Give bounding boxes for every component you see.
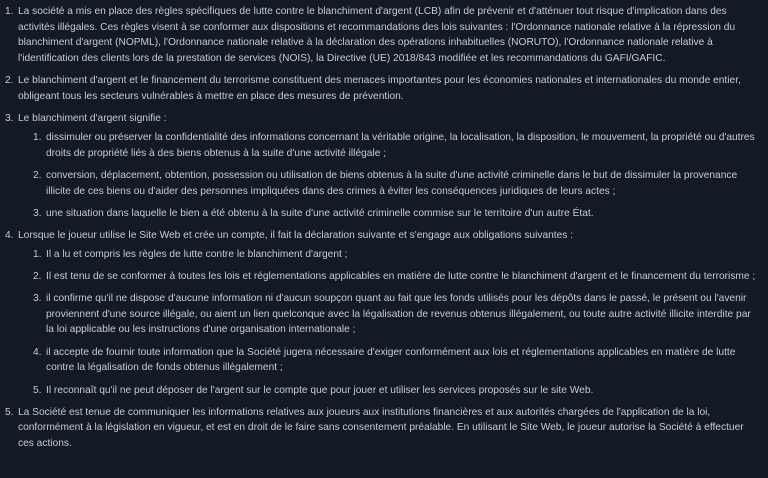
subitem-number: 3. [33,293,42,305]
subitem-number: 1. [33,248,42,260]
sub-list-item [18,383,758,399]
subitem-text: il confirme qu'il ne dispose d'aucune information ni d'aucun soupçon quant au fait que les fonds utilisés pour les dépôts dans le passé, le présent ou l'avenir proviennent d'une source illégale, ou aient un lien quelconque avec la légalisation de revenus obtenus illégalement, ou toute autre activité illicite interdite par la loi applicable ou les instructions d'une organisation internationale ; [46,293,751,336]
subitem-number: 5. [33,384,42,396]
subitem-number: 2. [33,169,42,181]
list-item [5,405,758,452]
sub-list [18,247,758,399]
subitem-text: conversion, déplacement, obtention, possession ou utilisation de biens obtenus à la suite d'une activité criminelle dans le but de dissimuler la provenance illicite de ces biens ou d'aider des personnes impliquées dans des crimes à éviter les conséquences juridiques de leurs actes ; [46,169,738,197]
subitem-text: il accepte de fournir toute information que la Société jugera nécessaire d'exiger conformément aux lois et réglementations applicables en matière de lutte contre la légalisation de fonds obtenus illégalement ; [46,346,736,374]
sub-list-item [18,291,758,338]
subitem-text: Il est tenu de se conformer à toutes les lois et réglementations applicables en matière de lutte contre le blanchiment d'argent et le financement du terrorisme ; [46,270,756,282]
list-item [5,111,758,221]
subitem-number: 2. [33,270,42,282]
item-number: 4. [5,229,14,241]
subitem-text: Il reconnaît qu'il ne peut déposer de l'argent sur le compte que pour jouer et utiliser les services proposés sur le site Web. [46,384,594,396]
subitem-text: dissimuler ou préserver la confidentialité des informations concernant la véritable origine, la localisation, la disposition, le mouvement, la propriété ou d'autres droits de propriété liés à des biens obtenus à la suite d'une activité illégale ; [46,131,755,159]
item-text: Le blanchiment d'argent signifie : [18,113,167,125]
policy-list [5,4,758,452]
list-item [5,4,758,67]
sub-list-item [18,206,758,222]
sub-list-item [18,130,758,161]
subitem-text: une situation dans laquelle le bien a été obtenu à la suite d'une activité criminelle commise sur le territoire d'un autre État. [46,207,594,219]
item-number: 2. [5,75,14,87]
sub-list [18,130,758,222]
list-item [5,228,758,398]
subitem-number: 4. [33,346,42,358]
sub-list-item [18,247,758,263]
item-number: 1. [5,6,14,17]
sub-list-item [18,269,758,285]
subitem-number: 3. [33,207,42,219]
item-text: Le blanchiment d'argent et le financement du terrorisme constituent des menaces importantes pour les économies nationales et internationales du monde entier, obligeant tous les secteurs vulnérables à mettre en place des mesures de prévention. [18,75,741,103]
sub-list-item [18,345,758,376]
item-text: La Société est tenue de communiquer les informations relatives aux joueurs aux institutions financières et aux autorités chargées de l'application de la loi, conformément à la législation en vigueur, et est en droit de le faire sans consentement préalable. En utilisant le Site Web, le joueur autorise la Société à effectuer ces actions. [18,406,744,450]
item-number: 3. [5,113,14,125]
item-text: Lorsque le joueur utilise le Site Web et crée un compte, il fait la déclaration suivante et s'engage aux obligations suivantes : [18,229,574,241]
sub-list-item [18,168,758,199]
subitem-number: 1. [33,131,42,143]
item-text: La société a mis en place des règles spécifiques de lutte contre le blanchiment d'argent (LCB) afin de prévenir et d'atténuer tout risque d'implication dans des activités illégales. Ces règles visent à se conformer aux dispositions et recommandations des lois suivantes : l'Ordonnance nationale relative à la répression du blanchiment d'argent (NOPML), l'Ordonnance nationale relative à la déclaration des opérations inhabituelles (NORUTO), l'Ordonnance nationale relative à l'identification des clients lors de la prestation de services (NOIS), la Directive (UE) 2018/843 modifiée et les recommandations du GAFI/GAFIC. [18,6,736,65]
subitem-text: Il a lu et compris les règles de lutte contre le blanchiment d'argent ; [46,248,348,260]
item-number: 5. [5,406,14,418]
list-item [5,73,758,104]
